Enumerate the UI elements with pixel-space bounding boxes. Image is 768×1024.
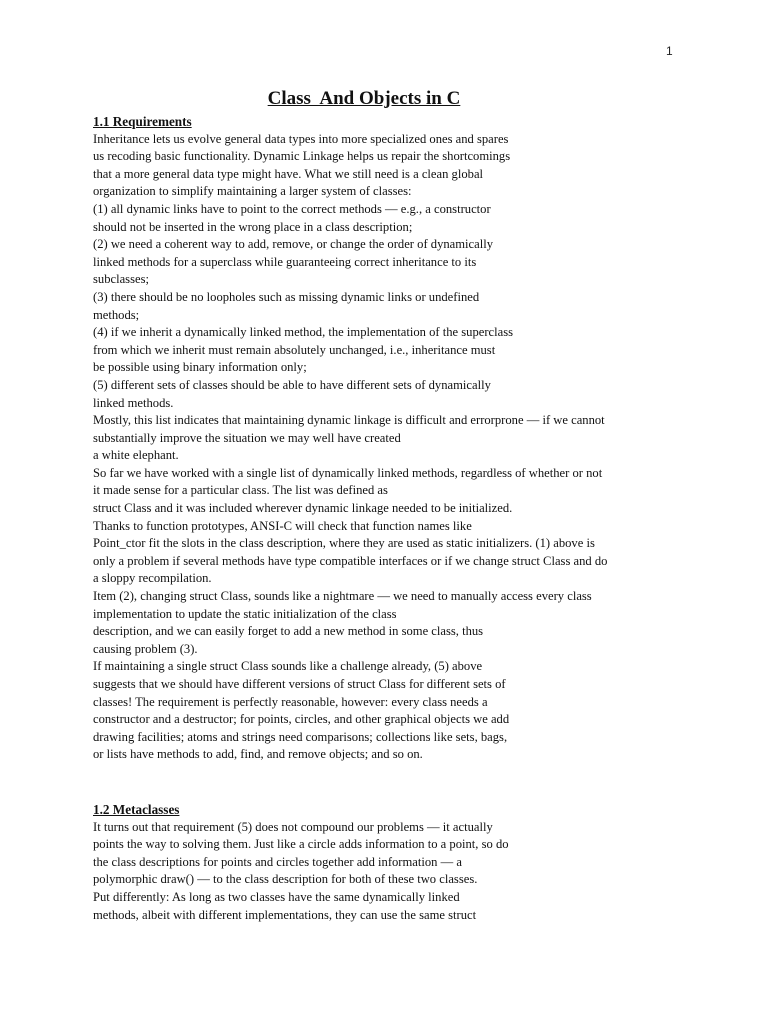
text-line: linked methods for a superclass while guaranteeing correct inheritance to its: [93, 254, 477, 269]
text-line: organization to simplify maintaining a larger system of classes:: [93, 184, 412, 199]
text-line: (2) we need a coherent way to add, remove, or change the order of dynamically: [93, 237, 494, 252]
section-heading: 1.2 Metaclasses: [93, 802, 180, 817]
text-line: points the way to solving them. Just like a circle adds information to a point, so do: [93, 837, 509, 852]
text-line: Mostly, this list indicates that maintaining dynamic linkage is difficult and errorprone — if we cannot: [93, 413, 605, 428]
text-line: it made sense for a particular class. The list was defined as: [93, 483, 388, 498]
text-line: causing problem (3).: [93, 641, 198, 656]
text-line: that a more general data type might have. What we still need is a clean global: [93, 166, 484, 181]
text-line: only a problem if several methods have type compatible interfaces or if we change struct Class and do: [93, 553, 608, 568]
text-line: Inheritance lets us evolve general data types into more specialized ones and spares: [93, 131, 509, 146]
text-line: constructor and a destructor; for points, circles, and other graphical objects we add: [93, 712, 510, 727]
text-line: classes! The requirement is perfectly reasonable, however: every class needs a: [93, 694, 488, 709]
text-line: (1) all dynamic links have to point to the correct methods — e.g., a constructor: [93, 201, 491, 216]
text-line: (5) different sets of classes should be able to have different sets of dynamically: [93, 377, 491, 392]
text-line: Point_ctor fit the slots in the class description, where they are used as static initializers. (1) above is: [93, 536, 595, 551]
text-line: a white elephant.: [93, 448, 179, 463]
text-line: drawing facilities; atoms and strings need comparisons; collections like sets, bags,: [93, 729, 508, 744]
text-line: the class descriptions for points and circles together add information — a: [93, 854, 462, 869]
text-line: (3) there should be no loopholes such as missing dynamic links or undefined: [93, 289, 480, 304]
section-metaclasses: [93, 801, 713, 924]
section-heading: 1.1 Requirements: [93, 114, 192, 129]
text-line: methods;: [93, 307, 140, 322]
text-line: from which we inherit must remain absolutely unchanged, i.e., inheritance must: [93, 342, 496, 357]
text-line: suggests that we should have different versions of struct Class for different sets of: [93, 677, 506, 691]
text-line: Item (2), changing struct Class, sounds like a nightmare — we need to manually access every class: [93, 589, 592, 604]
text-line: struct Class and it was included wherever dynamic linkage needed to be initialized.: [93, 501, 513, 516]
text-line: a sloppy recompilation.: [93, 571, 212, 586]
text-line: It turns out that requirement (5) does not compound our problems — it actually: [93, 819, 493, 834]
text-line: implementation to update the static initialization of the class: [93, 606, 397, 621]
section-requirements: [93, 113, 713, 764]
text-line: should not be inserted in the wrong place in a class description;: [93, 219, 413, 234]
document-title: Class And Objects in C: [267, 88, 461, 109]
text-line: If maintaining a single struct Class sounds like a challenge already, (5) above: [93, 659, 483, 674]
text-line: linked methods.: [93, 395, 174, 410]
page-number: 1: [666, 44, 673, 58]
text-line: polymorphic draw() — to the class description for both of these two classes.: [93, 872, 478, 887]
text-line: methods, albeit with different implementations, they can use the same struct: [93, 907, 477, 922]
text-line: Put differently: As long as two classes have the same dynamically linked: [93, 889, 460, 904]
section-body: [93, 819, 713, 925]
text-line: substantially improve the situation we may well have created: [93, 430, 401, 445]
section-body: [93, 131, 713, 764]
text-line: description, and we can easily forget to add a new method in some class, thus: [93, 624, 484, 639]
text-line: be possible using binary information only;: [93, 360, 307, 375]
text-line: us recoding basic functionality. Dynamic Linkage helps us repair the shortcomings: [93, 149, 511, 164]
text-line: So far we have worked with a single list of dynamically linked methods, regardless of whether or not: [93, 465, 603, 480]
text-line: subclasses;: [93, 272, 149, 287]
text-line: Thanks to function prototypes, ANSI-C will check that function names like: [93, 518, 472, 533]
text-line: or lists have methods to add, find, and remove objects; and so on.: [93, 747, 423, 762]
text-line: (4) if we inherit a dynamically linked method, the implementation of the superclass: [93, 325, 514, 340]
